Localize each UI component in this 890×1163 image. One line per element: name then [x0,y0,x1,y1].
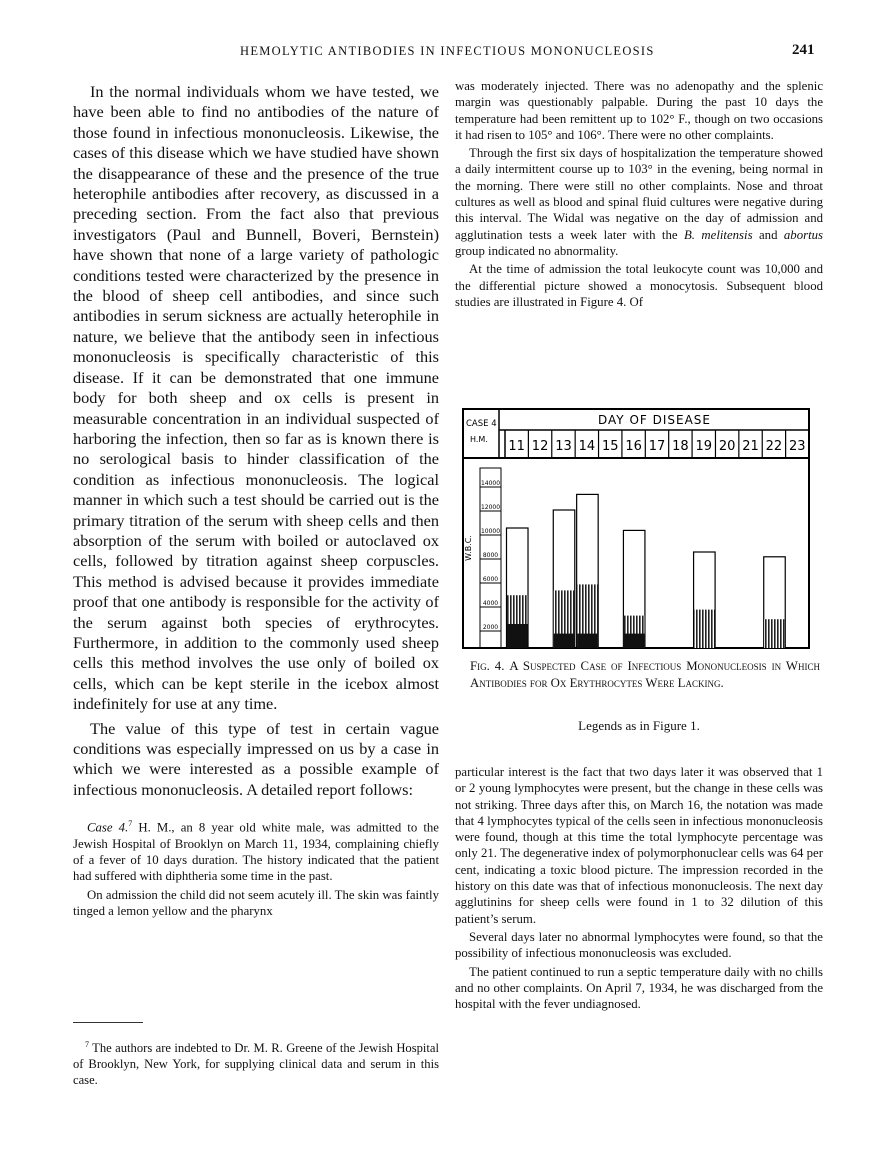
day-label: 23 [789,439,806,454]
day-label: 22 [765,439,783,454]
paragraph: was moderately injected. There was no adenopathy and the splenic margin was questionably palpable. During the past 10 days the temperature had been remittent up to 102° F., though on two occasions it had risen to 105° and 106°. There were no other complaints. [455,79,823,142]
day-label: 16 [625,439,642,454]
day-label: 14 [578,439,596,454]
y-tick-label: 8000 [482,552,499,559]
running-header: HEMOLYTIC ANTIBODIES IN INFECTIOUS MONONUCLEOSIS [240,44,655,58]
y-tick-label: 6000 [482,576,499,583]
paragraph: The value of this type of test in certain vague conditions was especially impressed on us by a case in which we were interested as a possible example of infectious mononucleosis. A detailed report follows: [73,718,439,799]
text-run: and [752,227,784,242]
polymorph-bar [554,634,575,648]
italic-run: abortus [783,227,823,242]
figure-caption [470,658,820,692]
day-label: 13 [555,439,572,454]
paragraph: Several days later no abnormal lymphocytes were found, so that the possibility of infectious mononucleosis was excluded. [455,929,823,961]
polymorph-bar [507,624,528,648]
day-label: 21 [742,439,759,454]
footnote-ref: 7 [128,819,133,829]
figure-4 [462,408,810,649]
day-label: 15 [601,439,619,454]
right-column-lower [455,764,823,1012]
case-text: H. M., an 8 year old white male, was admitted to the Jewish Hospital of Brooklyn on March 11, 1934, complaining chiefly of a fever of 10 days duration. The history indicated that the patient had suffered with diphtheria some time in the past. [73,820,439,884]
paragraph: In the normal individuals whom we have tested, we have been able to find no antibodies of the nature of those found in infectious mononucleosis. Likewise, the cases of this disease which we have studied have shown the disappearance of these and the presence of the true heterophile antibodies after recovery, as discussed in a preceding section. From the fact also that previous investigators (Paul and Bunnell, Boveri, Bernstein) have shown that none of a large variety of pathologic conditions tested were characterized by the presence in the blood of sheep cell antibodies, and since such antibodies in serum sickness are actually heterophile in nature, we believe that the antibody seen in infectious mononucleosis is specifically characteristic of this disease. If it can be demonstrated that one immune body for both sheep and ox cells is present in measurable concentration in an individual suspected of harboring the infection, then so far as is known there is no serological basis to hinder classification of the condition as infectious mononucleosis. The logical manner in which such a test should be carried out is the primary titration of the serum with sheep cells and then absorption of the serum with boiled or autoclaved ox cells, followed by titration against sheep corpuscles. This method is advised because it provides immediate proof that one antibody is responsible for the activity of the serum against both species of erythrocytes. Furthermore, in addition to the commonly used sheep cells this method involves the use only of boiled ox cells, which can be kept sterile in the icebox almost indefinitely for use at any time. [73,82,439,714]
y-tick-label: 12000 [480,504,501,511]
y-tick-label: 10000 [480,528,501,535]
y-tick-label: 2000 [482,624,499,631]
left-column [73,82,439,919]
text-run: Through the first six days of hospitalization the temperature showed a daily intermittent course up to 103° in the evening, being normal in the morning. There were still no other complaints. Nose and throat cultures as well as blood and spinal fluid cultures were negative during this interval. The Widal was negative on the day of admission and agglutination tests a week later with the [455,146,823,242]
case-label: CASE 4 [466,419,497,429]
footnote-text [73,1037,439,1088]
day-label: 18 [672,439,689,454]
y-tick-label: 4000 [482,600,499,607]
paragraph: particular interest is the fact that two days later it was observed that 1 or 2 young lymphocytes were present, but the change in these cells was not striking. Three days after this, on March 16, the notation was made that 4 lymphocytes typical of the cells seen in infectious mononucleosis were found, though at this time the total lymphocyte percentage was only 21. The degenerative index of polymorphonuclear cells was 64 per cent, indicating a toxic blood picture. The impression recorded in the history on this date was that of infectious mononucleosis. The next day agglutinins for sheep cells were found in 1 to 32 dilution of this patient’s serum. [455,765,823,926]
polymorph-bar [624,634,645,648]
case-label: Case 4. [87,820,129,835]
footnote-rule [73,1022,143,1023]
caption-text: A Suspected Case of Infectious Mononucleosis in Which Antibodies for Ox Erythrocytes Were Lacking. [470,659,820,690]
lymphocyte-bar [764,619,785,648]
y-axis-label: W.B.C. [464,535,473,561]
case-paragraph [73,816,439,884]
italic-run: B. melitensis [683,227,753,242]
day-label: 17 [648,439,666,454]
text-run: group indicated no abnormality. [455,243,619,258]
y-tick-label: 14000 [480,480,501,487]
footnote [73,1022,439,1088]
wbc-chart [462,408,810,649]
page-number: 241 [792,42,815,58]
case-paragraph: On admission the child did not seem acutely ill. The skin was faintly tinged a lemon yellow and the pharynx [73,887,439,918]
paragraph [455,145,823,259]
chart-title: DAY OF DISEASE [598,413,711,427]
caption-lead: Fig. 4. [470,659,505,673]
patient-initials: H.M. [470,435,488,444]
legend-note: Legends as in Figure 1. [578,718,700,733]
day-label: 12 [531,439,549,454]
polymorph-bar [577,634,598,648]
right-column [455,78,823,310]
footnote-mark: 7 [85,1040,89,1049]
day-label: 20 [718,439,736,454]
footnote-body: The authors are indebted to Dr. M. R. Greene of the Jewish Hospital of Brooklyn, New York, for supplying clinical data and serum in this case. [73,1041,439,1088]
lymphocyte-bar [694,610,715,648]
paragraph: At the time of admission the total leukocyte count was 10,000 and the differential picture showed a monocytosis. Subsequent blood studies are illustrated in Figure 4. Of [455,262,823,309]
day-label: 19 [695,439,713,454]
paragraph: The patient continued to run a septic temperature daily with no chills and no other complaints. On April 7, 1934, he was discharged from the hospital with the fever undiagnosed. [455,964,823,1012]
day-label: 11 [508,439,525,454]
